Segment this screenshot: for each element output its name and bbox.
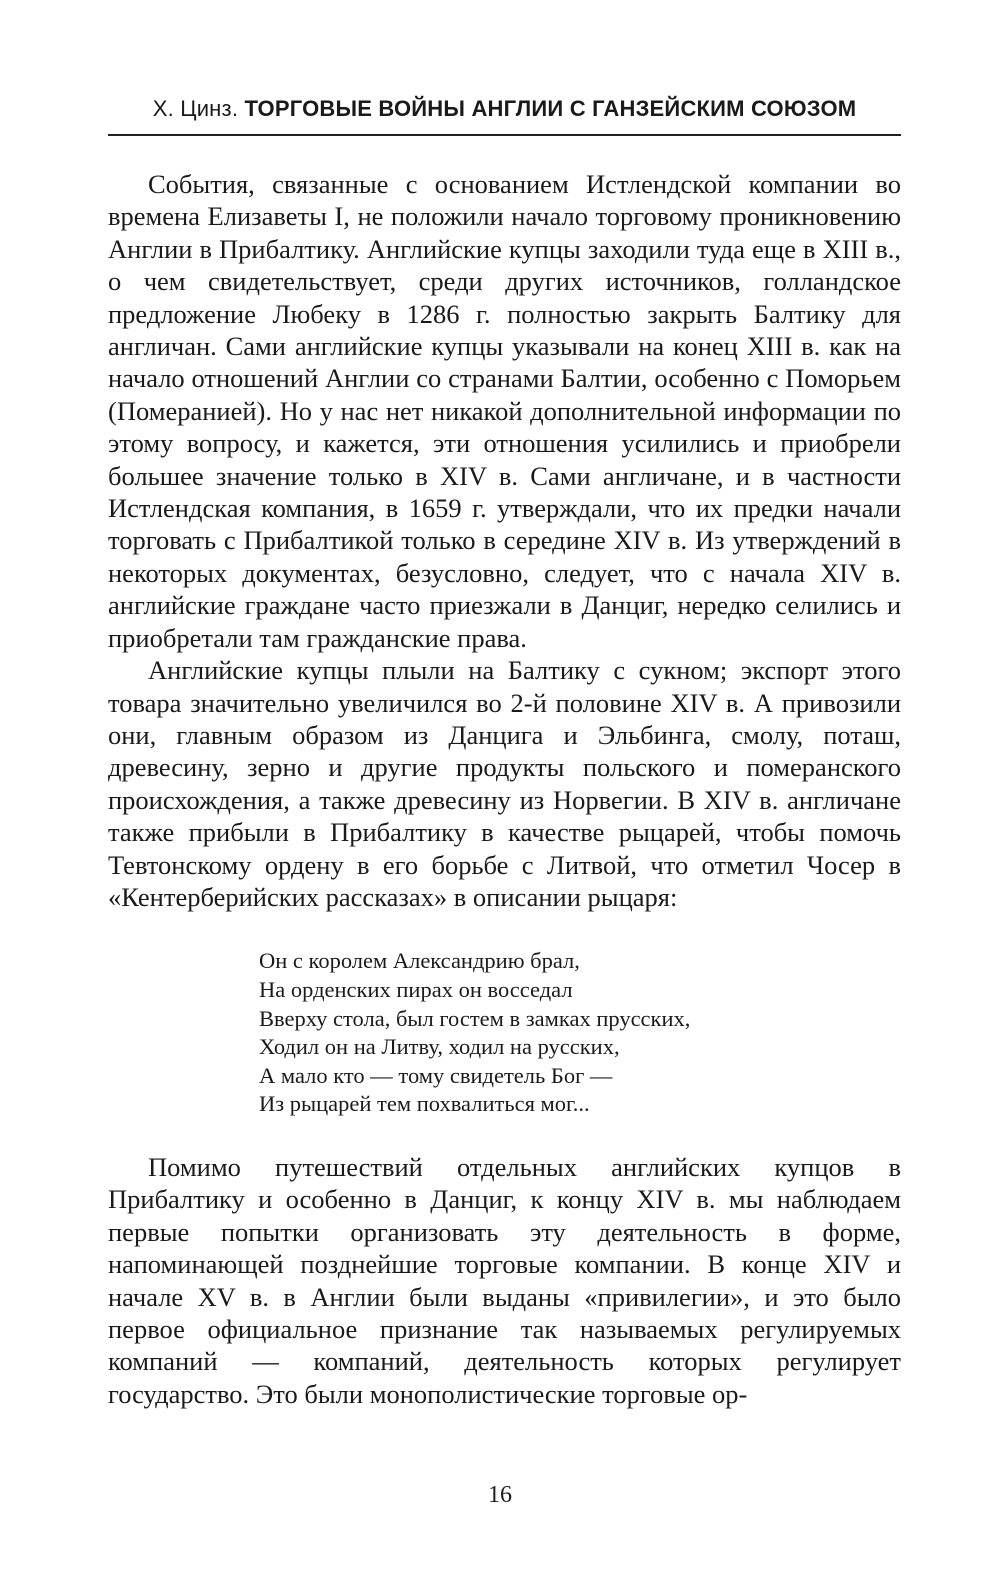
paragraph-2: Английские купцы плыли на Балтику с сукном; экспорт этого товара значительно увеличился во 2-й половине XIV в. А привозили они, главным образом из Данцига и Эльбинга, смолу, поташ, древесину, зерно и другие продукты польского и померанского происхождения, а также древесину из Норвегии. В XIV в. англичане также прибыли в Прибалтику в качестве рыцарей, чтобы помочь Тевтонскому ордену в его борьбе с Литвой, что отметил Чосер в «Кентерберийских рассказах» в описании рыцаря: <box>108 655 901 912</box>
verse-line: А мало кто — тому свидетель Бог — <box>259 1062 613 1088</box>
running-header <box>108 96 901 122</box>
verse-line: Вверху стола, был гостем в замках прусских, <box>259 1005 691 1031</box>
page-number: 16 <box>488 1482 512 1508</box>
verse-line: Из рыцарей тем похвалиться мог... <box>259 1091 590 1117</box>
verse-quotation <box>259 947 901 1119</box>
verse-line: Ходил он на Литву, ходил на русских, <box>259 1034 620 1060</box>
verse-line: На орденских пирах он восседал <box>259 976 573 1002</box>
verse-line: Он с королем Александрию брал, <box>259 948 580 974</box>
body-text <box>108 168 901 1410</box>
header-author: Х. Цинз. <box>152 96 239 121</box>
header-rule <box>108 134 901 136</box>
header-title: ТОРГОВЫЕ ВОЙНЫ АНГЛИИ С ГАНЗЕЙСКИМ СОЮЗОМ <box>244 96 857 121</box>
paragraph-1: События, связанные с основанием Истлендской компании во времена Елизаветы I, не положили начало торговому проникновению Англии в Прибалтику. Английские купцы заходили туда еще в XIII в., о чем свидетельствует, среди других источников, голландское предложение Любеку в 1286 г. полностью закрыть Балтику для англичан. Сами английские купцы указывали на конец XIII в. как на начало отношений Англии со странами Балтии, особенно с Поморьем (Померанией). Но у нас нет никакой дополнительной информации по этому вопросу, и кажется, эти отношения усилились и приобрели большее значение только в XIV в. Сами англичане, и в частности Истлендская компания, в 1659 г. утверждали, что их предки начали торговать с Прибалтикой только в середине XIV в. Из утверждений в некоторых документах, безусловно, следует, что с начала XIV в. английские граждане часто приезжали в Данциг, нередко селились и приобретали там гражданские права. <box>108 169 901 653</box>
paragraph-3: Помимо путешествий отдельных английских купцов в Прибалтику и особенно в Данциг, к концу XIV в. мы наблюдаем первые попытки организовать эту деятельность в форме, напоминающей позднейшие торговые компании. В конце XIV и начале XV в. в Англии были выданы «привилегии», и это было первое официальное признание так называемых регулируемых компаний — компаний, деятельность которых регулирует государство. Это были монополистические торговые ор- <box>108 1151 901 1409</box>
